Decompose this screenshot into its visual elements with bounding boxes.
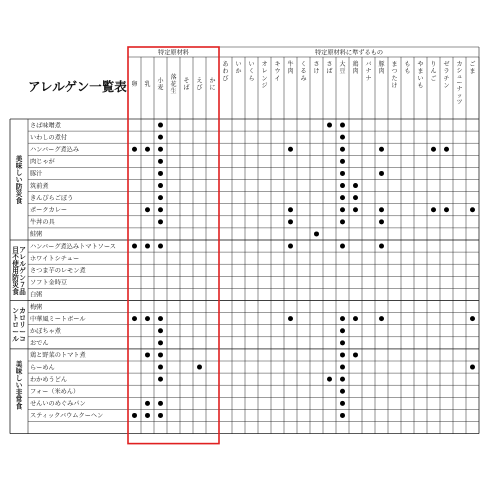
row-label: ハンバーグ煮込み xyxy=(30,146,80,154)
allergen-mark xyxy=(340,195,345,200)
allergen-mark xyxy=(132,244,137,249)
column-header: くるみ xyxy=(300,61,307,83)
row-label: せんいのめぐみパン xyxy=(30,400,86,408)
column-headers xyxy=(131,60,475,106)
row-label: ハンバーグ煮込みトマトソース xyxy=(30,243,116,251)
allergen-mark xyxy=(431,207,436,212)
row-label: ポークカレー xyxy=(30,206,68,214)
allergen-mark xyxy=(158,159,163,164)
row-label: おでん xyxy=(30,340,49,348)
column-header: バナナ xyxy=(365,61,372,83)
allergen-mark xyxy=(158,352,163,357)
row-label: ホワイトシチュー xyxy=(30,255,80,263)
column-header: カシューナッツ xyxy=(456,61,463,106)
allergen-mark xyxy=(288,147,293,152)
column-header: やまいも xyxy=(417,61,424,90)
allergen-mark xyxy=(340,244,345,249)
allergen-mark xyxy=(145,413,150,418)
column-header: ゼラチン xyxy=(443,61,450,90)
allergen-mark xyxy=(340,316,345,321)
allergen-mark xyxy=(158,135,163,140)
column-header: 卵 xyxy=(131,81,138,88)
row-labels xyxy=(30,121,116,419)
column-header: 牛肉 xyxy=(287,61,294,76)
column-header: かに xyxy=(209,77,216,92)
allergen-mark xyxy=(327,123,332,128)
allergen-mark xyxy=(470,207,475,212)
allergen-mark xyxy=(132,147,137,152)
allergen-mark xyxy=(353,316,358,321)
category-label: 美味しい非常食 xyxy=(15,360,23,411)
allergen-mark xyxy=(145,244,150,249)
table-grid xyxy=(10,47,479,434)
column-header: 落花生 xyxy=(170,73,177,96)
allergen-mark xyxy=(340,171,345,176)
allergen-mark xyxy=(379,207,384,212)
allergen-mark xyxy=(158,171,163,176)
allergen-mark xyxy=(145,147,150,152)
allergen-mark xyxy=(340,389,345,394)
allergen-mark xyxy=(158,244,163,249)
row-label: 中華風ミートボール xyxy=(30,315,86,323)
allergen-mark xyxy=(353,207,358,212)
category-label: アレルゲン７品目不使用防災食 xyxy=(12,245,26,296)
allergen-mark xyxy=(340,352,345,357)
row-label: さば味噌煮 xyxy=(30,122,61,130)
allergen-mark xyxy=(158,377,163,382)
allergen-mark xyxy=(340,123,345,128)
allergen-mark xyxy=(340,401,345,406)
row-label: ソフト金時豆 xyxy=(30,279,68,287)
row-label: フォー（米めん） xyxy=(30,388,80,396)
allergen-mark xyxy=(379,244,384,249)
column-header: さば xyxy=(326,61,333,76)
allergen-mark xyxy=(197,365,202,370)
allergen-mark xyxy=(340,219,345,224)
specified-highlight-box xyxy=(128,47,219,444)
allergen-mark xyxy=(158,195,163,200)
column-header: ごま xyxy=(469,61,476,76)
allergen-marks xyxy=(132,123,475,418)
row-label: いわしの煮付 xyxy=(30,134,68,142)
group-equivalent-label: 特定原材料に準ずるもの xyxy=(314,49,384,57)
column-header: あわび xyxy=(222,61,229,83)
allergen-mark xyxy=(158,123,163,128)
allergen-mark xyxy=(327,377,332,382)
allergen-mark xyxy=(340,147,345,152)
allergen-mark xyxy=(379,219,384,224)
allergen-mark xyxy=(353,352,358,357)
row-label: かぼちゃ煮 xyxy=(30,327,61,335)
allergen-mark xyxy=(158,401,163,406)
allergen-mark xyxy=(340,413,345,418)
allergen-mark xyxy=(340,328,345,333)
column-header: 豚肉 xyxy=(378,61,385,76)
column-header: キウイ xyxy=(274,61,281,83)
row-label: 梅粥 xyxy=(30,303,43,311)
row-label: 筑前煮 xyxy=(30,182,49,190)
allergen-mark xyxy=(132,316,137,321)
row-label: わかめうどん xyxy=(30,376,68,384)
allergen-mark xyxy=(470,365,475,370)
column-header: オレンジ xyxy=(261,61,268,90)
row-label: さつま芋のレモン煮 xyxy=(30,267,86,275)
allergen-mark xyxy=(340,340,345,345)
allergen-mark xyxy=(353,183,358,188)
allergen-mark xyxy=(470,316,475,321)
allergen-mark xyxy=(145,207,150,212)
column-header: さけ xyxy=(313,61,320,76)
allergen-mark xyxy=(340,207,345,212)
allergen-mark xyxy=(340,377,345,382)
category-label: カロリーコントロール xyxy=(12,307,26,344)
allergen-mark xyxy=(158,183,163,188)
allergen-mark xyxy=(158,340,163,345)
column-header: 大豆 xyxy=(339,61,346,76)
column-header: 乳 xyxy=(144,81,151,88)
allergen-mark xyxy=(431,147,436,152)
column-header: そば xyxy=(183,77,190,92)
row-label: 鶏と野菜のトマト煮 xyxy=(30,352,86,360)
allergen-mark xyxy=(158,413,163,418)
allergen-mark xyxy=(340,135,345,140)
column-header: いか xyxy=(235,61,242,76)
allergen-mark xyxy=(145,401,150,406)
allergen-mark xyxy=(288,219,293,224)
row-label: 豚汁 xyxy=(30,170,43,178)
column-header: 鶏肉 xyxy=(352,61,359,76)
allergen-mark xyxy=(379,147,384,152)
allergen-mark xyxy=(314,231,319,236)
allergen-mark xyxy=(340,183,345,188)
category-label: 美味しい防災食 xyxy=(15,155,23,205)
row-label: 鮭粥 xyxy=(30,231,43,239)
allergen-mark xyxy=(132,413,137,418)
allergen-mark xyxy=(288,244,293,249)
allergen-mark xyxy=(158,328,163,333)
allergen-mark xyxy=(288,207,293,212)
row-label: らーめん xyxy=(30,364,55,372)
allergen-mark xyxy=(379,171,384,176)
allergen-mark xyxy=(158,316,163,321)
row-label: 肉じゃが xyxy=(30,158,55,166)
allergen-mark xyxy=(158,365,163,370)
column-header: まつたけ xyxy=(391,61,398,90)
allergen-mark xyxy=(288,316,293,321)
column-header: いくら xyxy=(248,61,255,83)
column-header: もも xyxy=(404,61,411,76)
allergen-mark xyxy=(340,159,345,164)
allergen-mark xyxy=(145,352,150,357)
allergen-mark xyxy=(379,316,384,321)
column-header: 小麦 xyxy=(157,77,164,92)
row-label: スティックバウムクーヘン xyxy=(30,412,104,420)
allergen-mark xyxy=(340,365,345,370)
row-label: 白粥 xyxy=(30,291,43,299)
allergen-mark xyxy=(158,207,163,212)
allergen-mark xyxy=(145,316,150,321)
row-label: 牛丼の具 xyxy=(30,219,55,227)
allergen-mark xyxy=(353,195,358,200)
allergen-mark xyxy=(158,147,163,152)
row-label: きんぴらごぼう xyxy=(30,194,74,202)
column-header: りんご xyxy=(430,61,437,83)
column-header: えび xyxy=(196,77,203,92)
allergen-mark xyxy=(444,207,449,212)
category-labels xyxy=(12,154,26,411)
page-title: アレルゲン一覧表 xyxy=(28,79,127,94)
allergen-mark xyxy=(444,147,449,152)
group-specified-label: 特定原材料 xyxy=(158,49,189,57)
allergen-mark xyxy=(158,219,163,224)
